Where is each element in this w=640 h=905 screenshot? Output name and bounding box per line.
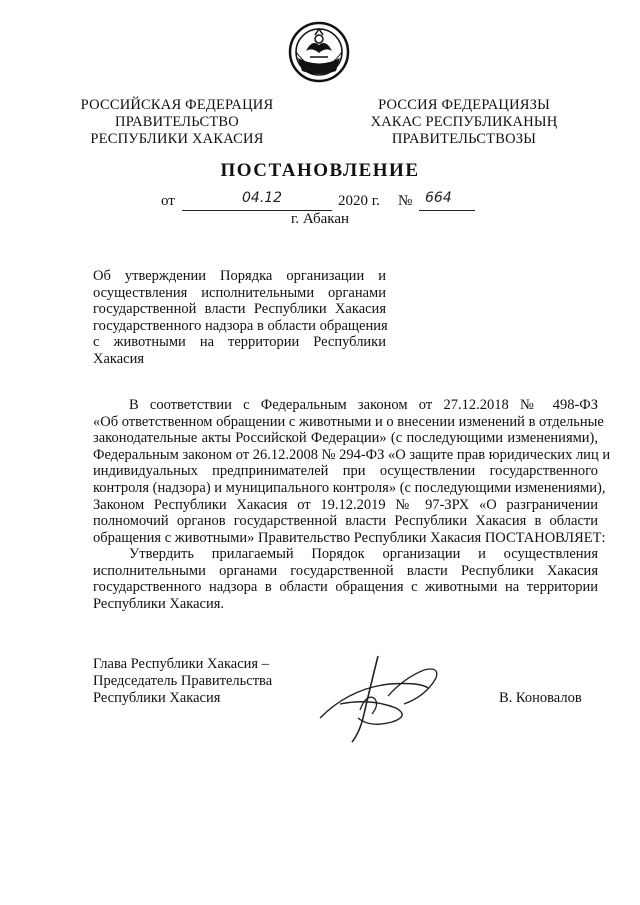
subject-line: Хакасия: [93, 350, 145, 367]
document-title: ПОСТАНОВЛЕНИЕ: [220, 160, 420, 181]
signatory-position-line: Республики Хакасия: [93, 690, 221, 706]
header-right-line: РОССИЯ ФЕДЕРАЦИЯЗЫ: [378, 97, 550, 113]
subject-line: государственного надзора в области обращения: [93, 317, 388, 334]
preamble-line: контроля (надзора) и муниципального контроля» (с последующими изменениями),: [93, 479, 606, 496]
signatory-name: В. Коновалов: [499, 690, 582, 706]
preamble-line: законодательные акты Российской Федерации» (с последующими изменениями),: [93, 430, 598, 447]
date-handwritten: 04.12: [242, 190, 283, 206]
header-right-line: ХАКАС РЕСПУБЛИКАНЫҢ: [370, 114, 558, 130]
subject-line: государственной власти Республики Хакасия: [93, 301, 386, 318]
subject-block: [93, 268, 386, 368]
header-right-line: ПРАВИТЕЛЬСТВОЗЫ: [391, 131, 537, 147]
header-left-line: РЕСПУБЛИКИ ХАКАСИЯ: [90, 131, 264, 147]
resolution-line: Республики Хакасия.: [93, 595, 225, 612]
subject-line: Об утверждении Порядка организации и: [93, 268, 386, 284]
city: г. Абакан: [290, 211, 350, 227]
header-right: [364, 97, 564, 148]
preamble-line: обращения с животными» Правительство Республики Хакасия ПОСТАНОВЛЯЕТ:: [93, 529, 606, 546]
subject-line: осуществления исполнительными органами: [93, 284, 386, 301]
preamble-line: В соответствии с Федеральным законом от 27.12.2018 № 498-ФЗ: [129, 397, 598, 413]
header-left: [78, 97, 276, 148]
dateline-number-sign: №: [398, 193, 413, 209]
preamble: [93, 397, 611, 546]
header-left-line: ПРАВИТЕЛЬСТВО: [115, 114, 239, 130]
signatory-position-line: Глава Республики Хакасия –: [93, 656, 269, 672]
preamble-line: полномочий органов государственной власти Республики Хакасия в области: [93, 513, 598, 530]
resolution-line: исполнительными органами государственной власти Республики Хакасия: [93, 562, 598, 579]
resolution-line: государственного надзора в области обращения с животными на территории: [93, 579, 598, 596]
preamble-line: Федеральным законом от 26.12.2008 № 294-ФЗ «О защите прав юридических лиц и: [93, 446, 611, 463]
dateline-year: 2020 г.: [338, 193, 380, 209]
preamble-line: индивидуальных предпринимателей при осуществлении государственного: [93, 463, 598, 480]
signatory-position-line: Председатель Правительства: [93, 673, 273, 689]
handwritten-signature: [300, 648, 460, 748]
resolution-line: Утвердить прилагаемый Порядок организации и осуществления: [129, 546, 598, 562]
resolution: [93, 546, 598, 612]
emblem: [288, 21, 350, 83]
preamble-line: Законом Республики Хакасия от 19.12.2019 № 97-ЗРХ «О разграничении: [93, 496, 598, 513]
header-left-line: РОССИЙСКАЯ ФЕДЕРАЦИЯ: [80, 97, 274, 113]
emblem-icon: [288, 21, 350, 83]
number-handwritten: 664: [425, 190, 452, 206]
preamble-line: «Об ответственном обращении с животными и о внесении изменений в отдельные: [93, 413, 604, 430]
dateline-from: от: [161, 193, 175, 209]
signatory-position: [93, 656, 272, 707]
subject-line: с животными на территории Республики: [93, 334, 386, 351]
